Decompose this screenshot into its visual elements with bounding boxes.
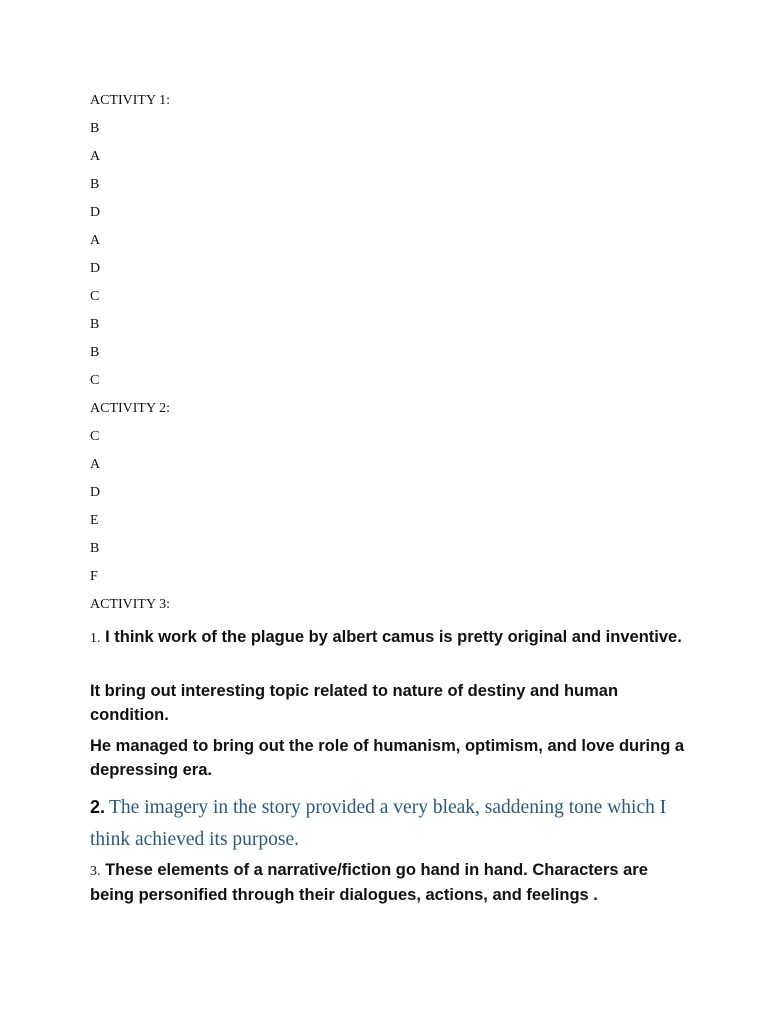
activity-1-answer: B xyxy=(90,177,100,192)
activity-3-item-2 xyxy=(90,792,690,856)
item-3-number: 3. xyxy=(90,864,101,879)
activity-2-answer: C xyxy=(90,429,100,444)
activity-2-answer: E xyxy=(90,513,99,528)
item-1-number: 1. xyxy=(90,631,101,646)
activity-3-paragraph-a: It bring out interesting topic related to nature of destiny and human condition. xyxy=(90,682,619,724)
activity-2-title: ACTIVITY 2: xyxy=(90,401,170,416)
activity-3-title: ACTIVITY 3: xyxy=(90,597,170,612)
activity-3-paragraph-b: He managed to bring out the role of humanism, optimism, and love during a depressing era. xyxy=(90,737,685,779)
item-1-text: I think work of the plague by albert camus is pretty original and inventive. xyxy=(105,628,682,646)
item-2-text: The imagery in the story provided a very bleak, saddening tone which I think achieved its purpose. xyxy=(90,797,667,850)
activity-1-answer: B xyxy=(90,317,100,332)
activity-2-answer: B xyxy=(90,541,100,556)
item-3-text: These elements of a narrative/fiction go hand in hand. Characters are being personified through their dialogues, actions, and feelings . xyxy=(90,861,648,904)
activity-1-answer: C xyxy=(90,289,100,304)
item-2-number: 2. xyxy=(90,797,106,817)
activity-1-answer: B xyxy=(90,345,100,360)
activity-1-answer: A xyxy=(90,149,101,164)
activity-1-title: ACTIVITY 1: xyxy=(90,93,170,108)
activity-2-answer: A xyxy=(90,457,101,472)
activity-1-answer: A xyxy=(90,233,101,248)
activity-1-answer: B xyxy=(90,121,100,136)
activity-1-answer: C xyxy=(90,373,100,388)
activity-3-item-3 xyxy=(90,859,690,907)
activity-1-answer: D xyxy=(90,205,101,220)
activity-2-answer: D xyxy=(90,485,101,500)
activity-3-item-1 xyxy=(90,626,690,651)
activity-2-answer: F xyxy=(90,569,98,584)
activity-1-answer: D xyxy=(90,261,101,276)
